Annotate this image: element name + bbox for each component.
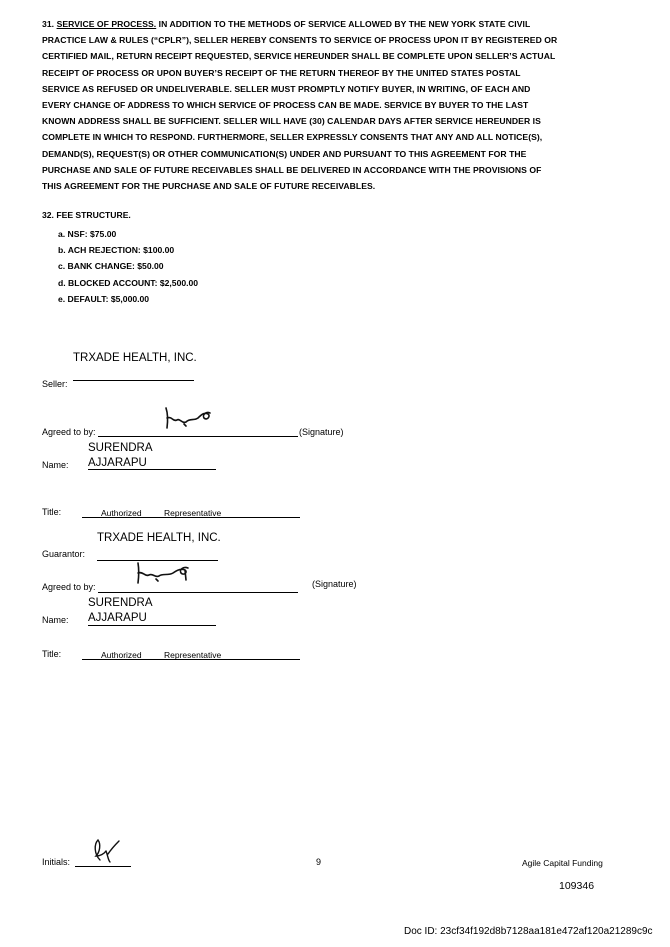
guarantor-signature-label: (Signature) bbox=[312, 579, 357, 589]
seller-line bbox=[73, 380, 194, 381]
guarantor-title-word-2: Representative bbox=[164, 650, 222, 660]
seller-name-first: SURENDRA bbox=[88, 442, 153, 454]
section-31-text: IN ADDITION TO THE METHODS OF SERVICE ALLOWED BY THE NEW YORK STATE CIVIL bbox=[156, 19, 531, 29]
section-31-line: CERTIFIED MAIL, RETURN RECEIPT REQUESTED, SERVICE HEREUNDER SHALL BE COMPLETE UPON SELLER’S ACTUAL bbox=[42, 51, 556, 62]
initials-line bbox=[75, 866, 131, 867]
footer-company: Agile Capital Funding bbox=[522, 858, 603, 868]
fee-item: e. DEFAULT: $5,000.00 bbox=[58, 293, 150, 304]
guarantor-name-first: SURENDRA bbox=[88, 597, 153, 609]
section-31-line: PRACTICE LAW & RULES (“CPLR”), SELLER HEREBY CONSENTS TO SERVICE OF PROCESS UPON IT BY REGISTERED OR bbox=[42, 35, 558, 46]
guarantor-name-label: Name: bbox=[42, 615, 69, 625]
seller-name-label: Name: bbox=[42, 460, 69, 470]
seller-name-last: AJJARAPU bbox=[88, 457, 147, 469]
section-31-line: EVERY CHANGE OF ADDRESS TO WHICH SERVICE OF PROCESS CAN BE MADE. SERVICE BY BUYER TO THE LAST bbox=[42, 100, 529, 111]
section-31-line: KNOWN ADDRESS SHALL BE SUFFICIENT. SELLER WILL HAVE (30) CALENDAR DAYS AFTER SERVICE HEREUNDER IS bbox=[42, 116, 541, 127]
section-31-line: THIS AGREEMENT FOR THE PURCHASE AND SALE OF FUTURE RECEIVABLES. bbox=[42, 181, 376, 192]
guarantor-name-last: AJJARAPU bbox=[88, 612, 147, 624]
section-31-line: DEMAND(S), REQUEST(S) OR OTHER COMMUNICATION(S) UNDER AND PURSUANT TO THIS AGREEMENT FOR THE bbox=[42, 148, 527, 159]
fee-item: b. ACH REJECTION: $100.00 bbox=[58, 245, 175, 256]
seller-signature-label: (Signature) bbox=[299, 427, 344, 437]
reference-number: 109346 bbox=[559, 880, 595, 892]
section-31-heading: SERVICE OF PROCESS. bbox=[56, 19, 157, 29]
guarantor-label: Guarantor: bbox=[42, 549, 86, 559]
fee-item: a. NSF: $75.00 bbox=[58, 229, 117, 239]
guarantor-title-word-1: Authorized bbox=[101, 650, 142, 660]
guarantor-company: TRXADE HEALTH, INC. bbox=[97, 532, 221, 544]
guarantor-name-line bbox=[88, 625, 216, 626]
fee-item: d. BLOCKED ACCOUNT: $2,500.00 bbox=[58, 277, 199, 288]
doc-id: Doc ID: 23cf34f192d8b7128aa181e472af120a21289c9c bbox=[404, 926, 653, 937]
seller-signature-line bbox=[98, 436, 298, 437]
section-31-line: SERVICE AS REFUSED OR UNDELIVERABLE. SELLER MUST PROMPTLY NOTIFY BUYER, IN WRITING, OF EACH AND bbox=[42, 83, 531, 94]
guarantor-agreed-label: Agreed to by: bbox=[42, 582, 96, 592]
seller-label: Seller: bbox=[42, 379, 68, 389]
section-32-heading: 32. FEE STRUCTURE. bbox=[42, 210, 131, 220]
section-31-line: COMPLETE IN WHICH TO RESPOND. FURTHERMORE, SELLER EXPRESSLY CONSENTS THAT ANY AND ALL NOTICE(S), bbox=[42, 132, 543, 143]
section-31-line: PURCHASE AND SALE OF FUTURE RECEIVABLES SHALL BE DELIVERED IN ACCORDANCE WITH THE PROVISIONS OF bbox=[42, 164, 542, 175]
seller-signature-image bbox=[160, 404, 216, 434]
seller-title-line bbox=[82, 517, 300, 518]
seller-title-word-1: Authorized bbox=[101, 508, 142, 518]
initials-label: Initials: bbox=[42, 857, 71, 867]
fee-item: c. BANK CHANGE: $50.00 bbox=[58, 261, 164, 272]
section-31 bbox=[42, 16, 627, 194]
initials-signature-image bbox=[86, 836, 122, 866]
seller-title-word-2: Representative bbox=[164, 508, 222, 518]
seller-company: TRXADE HEALTH, INC. bbox=[73, 352, 197, 364]
guarantor-signature-image bbox=[128, 560, 194, 588]
guarantor-title-line bbox=[82, 659, 300, 660]
page-number: 9 bbox=[316, 857, 322, 867]
seller-agreed-label: Agreed to by: bbox=[42, 427, 96, 437]
section-31-line-1 bbox=[42, 16, 627, 32]
fee-list bbox=[58, 226, 198, 307]
section-31-number: 31. bbox=[42, 19, 55, 29]
guarantor-signature-line bbox=[98, 592, 298, 593]
seller-title-label: Title: bbox=[42, 507, 62, 517]
guarantor-title-label: Title: bbox=[42, 649, 62, 659]
seller-name-line bbox=[88, 469, 216, 470]
section-31-line: RECEIPT OF PROCESS OR UPON BUYER’S RECEIPT OF THE RETURN THEREOF BY THE UNITED STATES POSTAL bbox=[42, 67, 521, 78]
